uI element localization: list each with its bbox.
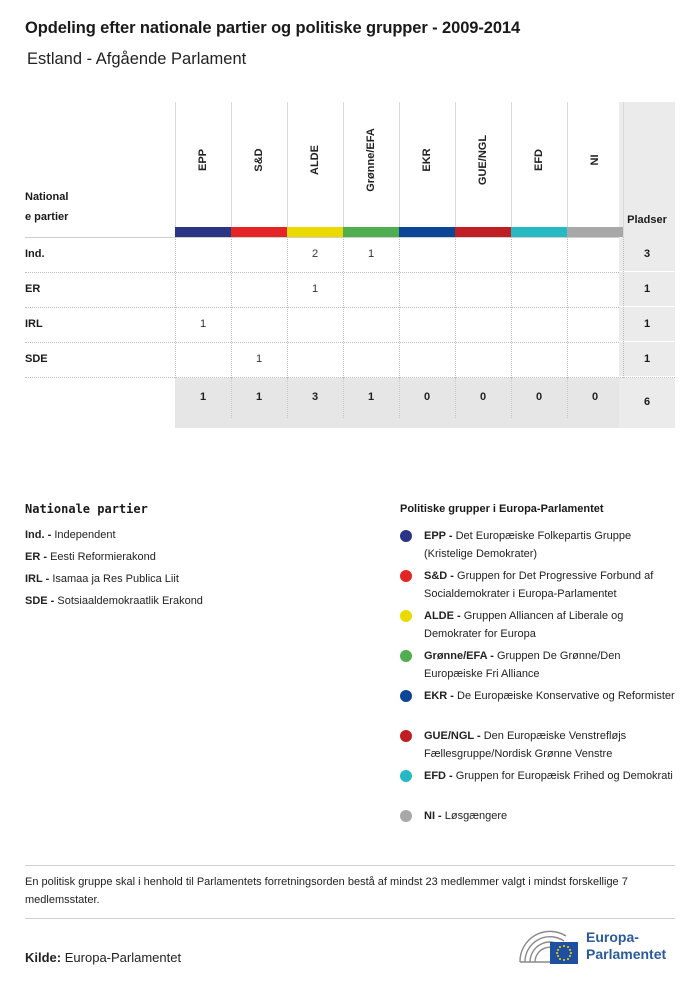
- cell-divider: [399, 237, 400, 378]
- national-legend-item: [25, 529, 116, 541]
- table-cell: 2: [311, 248, 319, 260]
- column-total: 1: [367, 391, 375, 403]
- group-color-bar: [175, 227, 231, 237]
- cell-divider: [455, 378, 456, 418]
- cell-divider: [343, 237, 344, 378]
- column-header-grnneefa: [343, 102, 399, 227]
- cell-divider: [287, 378, 288, 418]
- grand-total: 6: [643, 396, 651, 408]
- group-legend-desc: Gruppen for Europæisk Frihed og Demokrati: [455, 770, 673, 782]
- national-legend-name: Independent: [54, 529, 116, 541]
- group-legend-desc: Gruppen for Det Progressive Forbund af Socialdemokrater i Europa-Parlamentet: [424, 570, 654, 600]
- europarl-logo: [516, 928, 676, 966]
- group-legend-desc: Den Europæiske Venstrefløjs Fællesgruppe/Nordisk Grønne Venstre: [424, 730, 627, 760]
- cell-divider: [511, 237, 512, 378]
- national-legend-abbr: SDE -: [25, 595, 55, 607]
- column-total: 1: [199, 391, 207, 403]
- row-seat-total: 1: [643, 283, 651, 295]
- row-party-label: SDE: [25, 353, 48, 365]
- column-header-label: EFD: [533, 149, 545, 171]
- source: [25, 950, 181, 965]
- national-legend-item: [25, 573, 179, 585]
- table-cell: 1: [311, 283, 319, 295]
- column-header-guengl: [455, 102, 511, 227]
- group-color-dot-icon: [400, 690, 412, 702]
- column-total: 0: [535, 391, 543, 403]
- cell-divider: [399, 378, 400, 418]
- source-value: Europa-Parlamentet: [64, 950, 182, 965]
- table-cell: 1: [367, 248, 375, 260]
- national-legend-abbr: IRL -: [25, 573, 50, 585]
- group-legend-abbr: ALDE -: [424, 610, 461, 622]
- cell-divider: [287, 237, 288, 378]
- group-legend-desc: Det Europæiske Folkepartis Gruppe (Kristelige Demokrater): [424, 530, 632, 560]
- group-legend-desc: Gruppen Alliancen af Liberale og Demokrater for Europa: [424, 610, 624, 640]
- group-legend-title: Politiske grupper i Europa-Parlamentet: [400, 503, 604, 515]
- group-legend-desc: De Europæiske Konservative og Reformister: [457, 690, 675, 702]
- group-legend-text: [424, 647, 679, 683]
- national-parties-header-line: National: [25, 191, 69, 203]
- column-header-label: NI: [589, 154, 601, 166]
- column-total: 1: [255, 391, 263, 403]
- group-color-dot-icon: [400, 770, 412, 782]
- column-header-label: GUE/NGL: [477, 134, 489, 186]
- group-legend-abbr: GUE/NGL -: [424, 730, 481, 742]
- column-header-epp: [175, 102, 231, 227]
- national-parties-header-line: e partier: [25, 211, 69, 223]
- row-party-label: Ind.: [25, 248, 45, 260]
- cell-divider: [231, 237, 232, 378]
- group-color-bar: [567, 227, 623, 237]
- group-legend-abbr: EPP -: [424, 530, 453, 542]
- group-legend-text: [424, 567, 679, 603]
- group-color-bar: [399, 227, 455, 237]
- group-legend-text: [424, 727, 679, 763]
- column-header-ekr: [399, 102, 455, 227]
- national-legend-item: [25, 595, 203, 607]
- cell-divider: [455, 237, 456, 378]
- column-total: 0: [423, 391, 431, 403]
- national-legend-abbr: ER -: [25, 551, 47, 563]
- table-cell: 1: [199, 318, 207, 330]
- footnote: En politisk gruppe skal i henhold til Parlamentets forretningsorden bestå af mindst 23 medlemmer valgt i mindst forskellige 7 medlemsstater.: [25, 876, 628, 906]
- group-legend-desc: Gruppen De Grønne/Den Europæiske Fri Alliance: [424, 650, 621, 680]
- column-totals-bg: [175, 378, 675, 428]
- page-subtitle: Estland - Afgående Parlament: [27, 50, 247, 68]
- column-header-ni: [567, 102, 623, 227]
- divider: [25, 865, 675, 866]
- group-color-dot-icon: [400, 610, 412, 622]
- table-cell: 1: [255, 353, 263, 365]
- column-header-label: Grønne/EFA: [365, 128, 377, 192]
- column-header-label: EPP: [197, 148, 209, 172]
- group-color-dot-icon: [400, 650, 412, 662]
- cell-divider: [231, 378, 232, 418]
- national-legend-abbr: Ind. -: [25, 529, 52, 541]
- column-header-label: ALDE: [309, 145, 321, 175]
- cell-divider: [567, 378, 568, 418]
- row-divider: [25, 307, 675, 308]
- cell-divider: [567, 237, 568, 378]
- group-color-dot-icon: [400, 730, 412, 742]
- divider: [25, 918, 675, 919]
- logo-text: [586, 929, 666, 963]
- logo-line-2: Parlamentet: [586, 946, 667, 962]
- group-color-dot-icon: [400, 530, 412, 542]
- group-legend-abbr: S&D -: [424, 570, 454, 582]
- row-divider: [25, 272, 675, 273]
- row-divider: [25, 342, 675, 343]
- group-color-bar: [231, 227, 287, 237]
- group-legend-text: [424, 607, 679, 643]
- column-total: 3: [311, 391, 319, 403]
- national-legend-name: Eesti Reformierakond: [50, 551, 156, 563]
- parliament-hemicycle-icon: [516, 928, 582, 966]
- group-legend-desc: Løsgængere: [444, 810, 508, 822]
- column-header-sd: [231, 102, 287, 227]
- group-color-bar: [287, 227, 343, 237]
- column-divider: [623, 102, 624, 237]
- group-legend-text: [424, 527, 679, 563]
- cell-divider: [623, 237, 624, 378]
- source-label: Kilde:: [25, 950, 62, 965]
- cell-divider: [511, 378, 512, 418]
- column-header-alde: [287, 102, 343, 227]
- column-header-label: S&D: [253, 148, 265, 172]
- national-legend-name: Isamaa ja Res Publica Liit: [52, 573, 179, 585]
- column-total: 0: [479, 391, 487, 403]
- group-legend-abbr: EKR -: [424, 690, 454, 702]
- cell-divider: [343, 378, 344, 418]
- group-color-bar: [511, 227, 567, 237]
- column-total: 0: [591, 391, 599, 403]
- group-legend-abbr: Grønne/EFA -: [424, 650, 494, 662]
- row-seat-total: 1: [643, 353, 651, 365]
- group-legend-text: [424, 767, 679, 785]
- header-divider: [25, 237, 675, 238]
- group-legend-abbr: EFD -: [424, 770, 453, 782]
- group-legend-abbr: NI -: [424, 810, 442, 822]
- row-seat-total: 1: [643, 318, 651, 330]
- national-legend-title: Nationale partier: [25, 502, 148, 516]
- group-color-bar: [343, 227, 399, 237]
- cell-divider: [175, 237, 176, 378]
- row-seat-total: 3: [643, 248, 651, 260]
- row-party-label: ER: [25, 283, 41, 295]
- national-parties-header: [25, 187, 68, 227]
- group-legend-text: [424, 807, 679, 825]
- column-header-label: EKR: [421, 148, 433, 172]
- group-legend-text: [424, 687, 679, 705]
- column-header-efd: [511, 102, 567, 227]
- row-party-label: IRL: [25, 318, 43, 330]
- logo-line-1: Europa-: [586, 929, 639, 945]
- group-color-dot-icon: [400, 570, 412, 582]
- group-color-bar: [455, 227, 511, 237]
- national-legend-name: Sotsiaaldemokraatlik Erakond: [57, 595, 203, 607]
- group-color-dot-icon: [400, 810, 412, 822]
- page-title: Opdeling efter nationale partier og politiske grupper - 2009-2014: [25, 19, 521, 37]
- seats-header: Pladser: [627, 214, 667, 226]
- national-legend-item: [25, 551, 156, 563]
